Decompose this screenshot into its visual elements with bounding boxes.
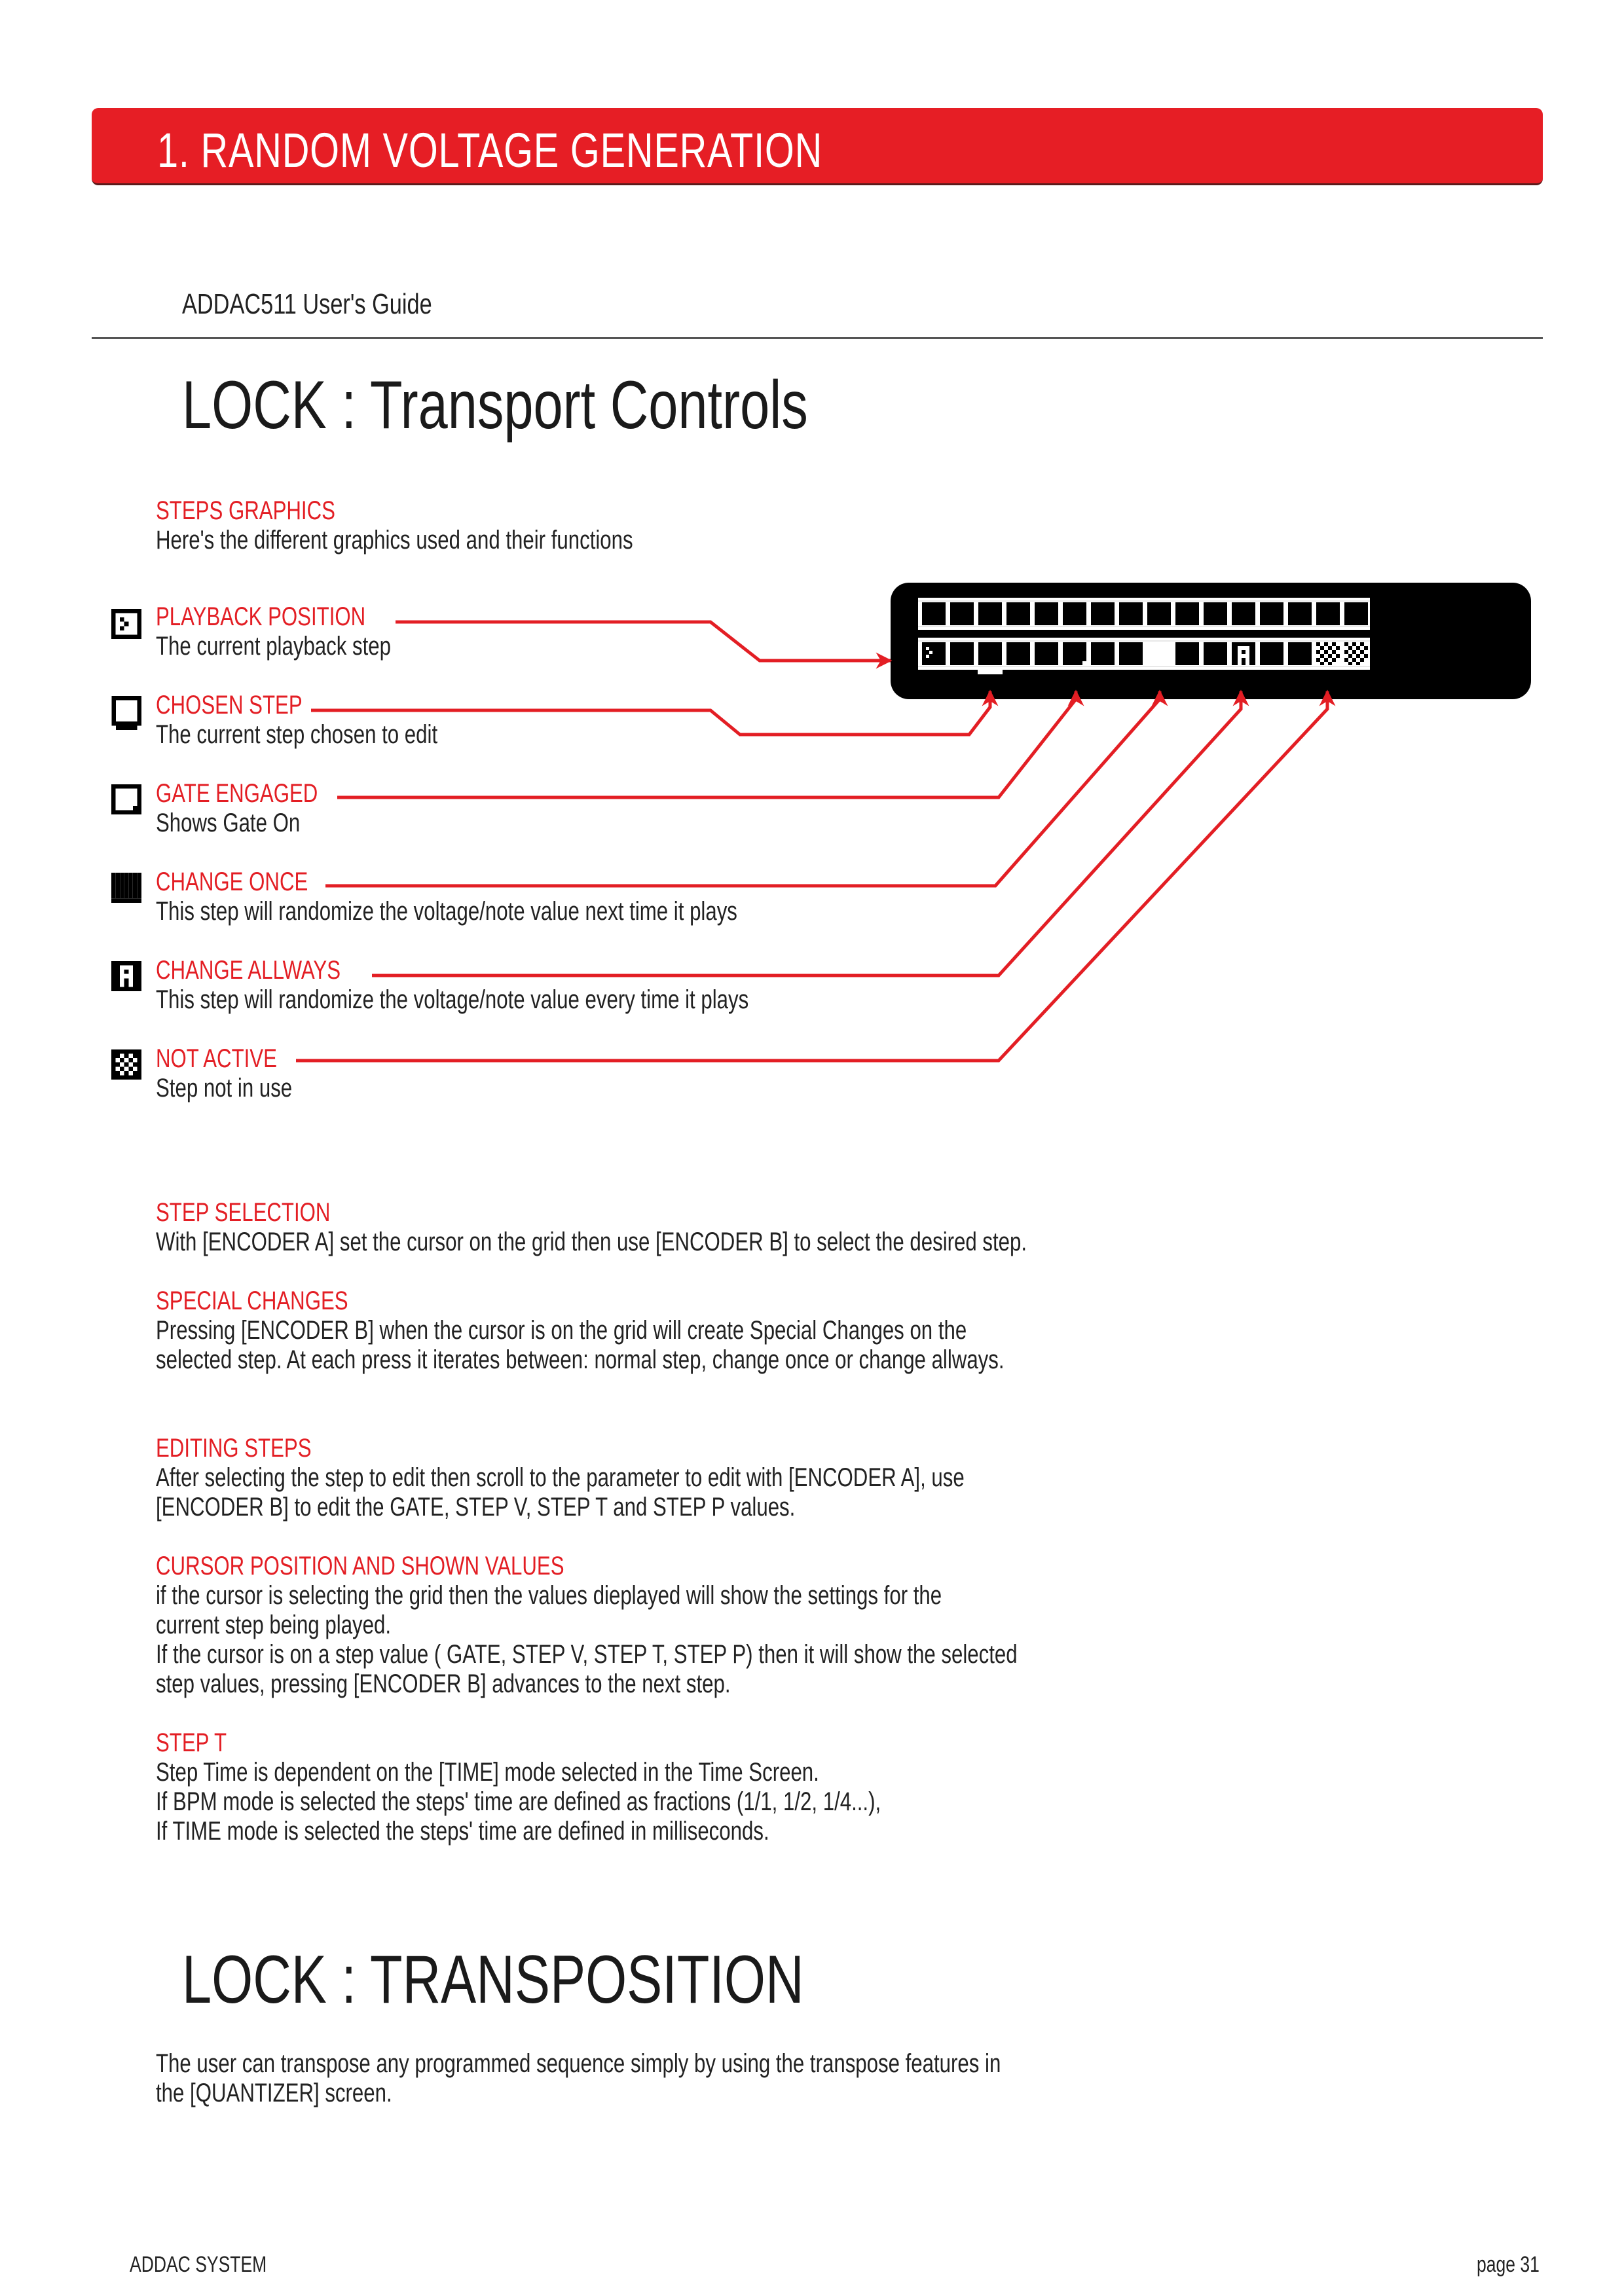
section-heading: EDITING STEPS bbox=[156, 1434, 312, 1463]
section-line: current step being played. bbox=[156, 1611, 392, 1639]
legend-desc: This step will randomize the voltage/note value next time it plays bbox=[156, 897, 737, 926]
section-line: [ENCODER B] to edit the GATE, STEP V, STEP T and STEP P values. bbox=[156, 1493, 796, 1522]
lcd-grid bbox=[891, 583, 1531, 699]
section-heading: SPECIAL CHANGES bbox=[156, 1286, 348, 1315]
section-line: step values, pressing [ENCODER B] advances to the next step. bbox=[156, 1669, 731, 1698]
page-number: page 31 bbox=[1477, 2252, 1540, 2277]
callout-playback bbox=[396, 622, 891, 661]
steps-graphics-intro: Here's the different graphics used and their functions bbox=[156, 526, 633, 555]
legend-label: CHANGE ALLWAYS bbox=[156, 956, 341, 985]
header-divider bbox=[92, 337, 1543, 339]
chosen-step-icon bbox=[111, 696, 141, 730]
section-line: if the cursor is selecting the grid then the values dieplayed will show the settings for the bbox=[156, 1581, 942, 1610]
section-line: With [ENCODER A] set the cursor on the grid then use [ENCODER B] to select the desired step. bbox=[156, 1228, 1027, 1256]
legend-label: NOT ACTIVE bbox=[156, 1044, 277, 1073]
chapter-banner bbox=[92, 108, 1543, 185]
steps-graphics-heading: STEPS GRAPHICS bbox=[156, 496, 335, 525]
legend-desc: Shows Gate On bbox=[156, 809, 301, 837]
chapter-title: 1. RANDOM VOLTAGE GENERATION bbox=[157, 123, 823, 177]
section-heading: STEP SELECTION bbox=[156, 1198, 331, 1227]
lcd-display bbox=[891, 583, 1531, 699]
legend-desc: The current step chosen to edit bbox=[156, 720, 438, 749]
section-line: Pressing [ENCODER B] when the cursor is on the grid will create Special Changes on the bbox=[156, 1316, 967, 1345]
section-line: If BPM mode is selected the steps' time are defined as fractions (1/1, 1/2, 1/4...), bbox=[156, 1787, 881, 1816]
playback-position-icon bbox=[111, 609, 141, 639]
legend-desc: This step will randomize the voltage/note value every time it plays bbox=[156, 985, 749, 1014]
transposition-title: LOCK : TRANSPOSITION bbox=[182, 1942, 804, 2018]
legend-label: CHOSEN STEP bbox=[156, 691, 303, 720]
transposition-line: The user can transpose any programmed sequence simply by using the transpose features in bbox=[156, 2049, 1001, 2078]
legend-label: CHANGE ONCE bbox=[156, 867, 308, 896]
page-title: LOCK : Transport Controls bbox=[182, 367, 808, 443]
legend-desc: Step not in use bbox=[156, 1074, 293, 1102]
section-line: If TIME mode is selected the steps' time are defined in milliseconds. bbox=[156, 1817, 769, 1846]
legend-label: PLAYBACK POSITION bbox=[156, 602, 366, 631]
section-line: Step Time is dependent on the [TIME] mode selected in the Time Screen. bbox=[156, 1758, 819, 1787]
section-line: If the cursor is on a step value ( GATE, STEP V, STEP T, STEP P) then it will show the selected bbox=[156, 1640, 1018, 1669]
change-once-icon bbox=[111, 873, 141, 903]
legend-desc: The current playback step bbox=[156, 632, 391, 661]
section-line: selected step. At each press it iterates between: normal step, change once or change allways. bbox=[156, 1345, 1005, 1374]
section-heading: CURSOR POSITION AND SHOWN VALUES bbox=[156, 1552, 564, 1580]
legend-label: GATE ENGAGED bbox=[156, 779, 318, 808]
section-line: After selecting the step to edit then scroll to the parameter to edit with [ENCODER A], use bbox=[156, 1463, 965, 1492]
footer-brand: ADDAC SYSTEM bbox=[130, 2252, 267, 2277]
change-allways-icon bbox=[111, 961, 141, 991]
section-heading: STEP T bbox=[156, 1728, 227, 1757]
not-active-icon bbox=[111, 1049, 141, 1080]
transposition-line: the [QUANTIZER] screen. bbox=[156, 2079, 392, 2107]
gate-engaged-icon bbox=[111, 784, 141, 814]
guide-title: ADDAC511 User's Guide bbox=[182, 288, 432, 320]
